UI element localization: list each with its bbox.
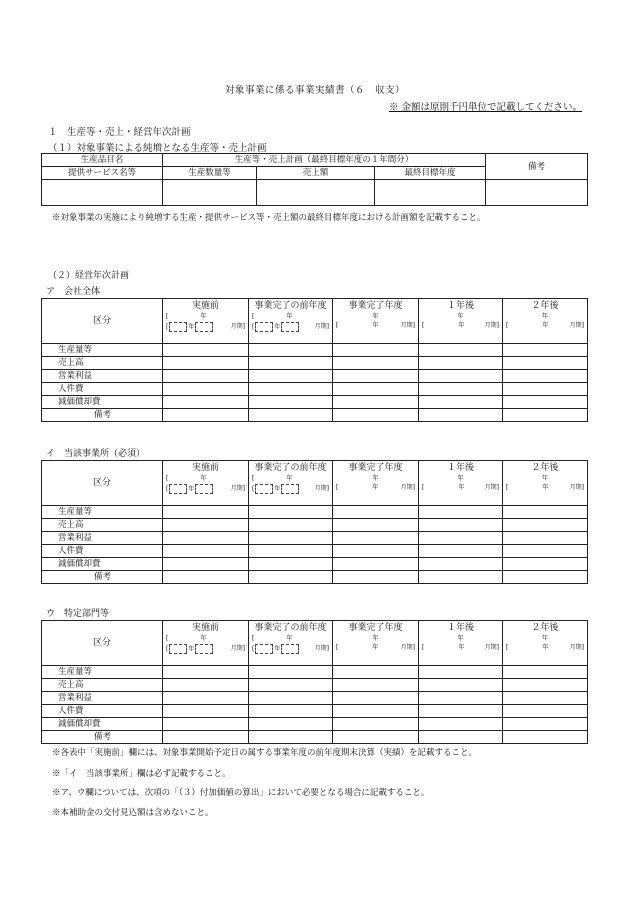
value-cell[interactable] (419, 532, 503, 545)
period-year (249, 312, 332, 322)
month-unit: 月期] (484, 484, 499, 491)
period-month (503, 483, 587, 493)
value-cell[interactable] (163, 679, 249, 692)
value-cell[interactable] (163, 718, 249, 731)
month-input-box[interactable] (281, 322, 299, 332)
value-cell[interactable] (333, 344, 419, 357)
bracket: [ (422, 484, 425, 491)
period-title: 実施前 (191, 623, 219, 633)
period-month (503, 321, 587, 331)
period-month (249, 484, 332, 495)
row-label: 生産量等 (42, 344, 163, 357)
period-month (333, 643, 418, 653)
period-title: １年後 (446, 463, 474, 473)
value-cell[interactable] (163, 519, 249, 532)
value-cell[interactable] (249, 357, 333, 370)
year-unit: 年 (188, 323, 195, 331)
value-cell[interactable] (419, 370, 503, 383)
value-cell[interactable] (419, 558, 503, 571)
period-year: 年 (372, 635, 379, 642)
table-row (42, 545, 588, 558)
table-row (42, 409, 588, 422)
period-title: 実施前 (191, 463, 219, 473)
value-cell[interactable] (419, 506, 503, 519)
section1-subheading: （１）対象事業による純増となる生産等・売上計画 (48, 143, 267, 154)
month-unit: 月期] (569, 644, 584, 651)
year-unit: 年 (372, 484, 379, 491)
value-cell[interactable] (503, 344, 588, 357)
year-unit: 年 (372, 644, 379, 651)
value-cell[interactable] (333, 692, 419, 705)
remarks-cell[interactable] (503, 571, 588, 584)
table-row (42, 370, 588, 383)
section2-subheading: （２）経営年次計画 (48, 271, 130, 281)
period-header (249, 621, 333, 666)
year-unit: 年 (274, 645, 281, 653)
month-unit: 月期] (569, 322, 584, 329)
value-cell[interactable] (333, 679, 419, 692)
year-unit: 年 (200, 475, 207, 482)
bracket: [ (252, 645, 255, 653)
col-plan: 生産等・売上計画（最終目標年度の１年間分） (163, 154, 486, 167)
value-cell[interactable] (503, 545, 588, 558)
period-title: 事業完了年度 (348, 463, 403, 473)
section-a-heading: ア 会社全体 (46, 287, 101, 297)
value-cell[interactable] (419, 692, 503, 705)
period-title: 事業完了の前年度 (254, 463, 327, 473)
value-cell[interactable] (333, 545, 419, 558)
value-cell[interactable] (163, 506, 249, 519)
remarks-cell[interactable] (163, 731, 249, 744)
page-title: 対象事業に係る事業実績書（６ 収支） (224, 85, 405, 96)
table-row (42, 383, 588, 396)
bracket: [ (252, 485, 255, 493)
value-cell[interactable] (503, 692, 588, 705)
period-header (419, 461, 503, 506)
col-service-name: 提供サービス名等 (42, 167, 163, 180)
month-input-box[interactable] (195, 484, 213, 494)
year-unit: 年 (286, 313, 293, 320)
remarks-cell[interactable] (249, 571, 333, 584)
period-header (419, 299, 503, 344)
period-title: １年後 (446, 623, 474, 633)
value-cell[interactable] (503, 666, 588, 679)
table-row (42, 731, 588, 744)
table-row (42, 396, 588, 409)
year-unit: 年 (286, 635, 293, 642)
value-cell[interactable] (163, 666, 249, 679)
period-year: 年 (541, 635, 548, 642)
value-cell[interactable] (249, 506, 333, 519)
value-cell[interactable] (333, 396, 419, 409)
remarks-label: 備考 (42, 409, 163, 422)
remarks-cell[interactable] (163, 571, 249, 584)
value-cell[interactable] (333, 357, 419, 370)
value-cell[interactable] (419, 344, 503, 357)
bracket: [ (252, 635, 255, 642)
year-input-box[interactable] (169, 644, 187, 654)
unit-note: ※ 金額は原則千円単位で記載してください。 (388, 102, 582, 113)
month-unit: 月期] (400, 322, 415, 329)
year-input-box[interactable] (169, 484, 187, 494)
value-cell[interactable] (163, 383, 249, 396)
bracket: [ (166, 323, 169, 331)
col-product-name: 生産品目名 (42, 154, 163, 167)
financial-table-department (41, 620, 588, 744)
bracket: [ (336, 322, 339, 329)
year-unit: 年 (274, 323, 281, 331)
period-title: 事業完了年度 (348, 623, 403, 633)
period-month (249, 644, 332, 655)
value-cell[interactable] (249, 532, 333, 545)
period-year (249, 634, 332, 644)
value-cell[interactable] (333, 666, 419, 679)
value-cell[interactable] (163, 545, 249, 558)
value-cell[interactable] (503, 370, 588, 383)
period-month (163, 322, 248, 333)
table-row (42, 519, 588, 532)
table-row (42, 679, 588, 692)
bracket: [ (166, 485, 169, 493)
remarks-cell[interactable] (503, 731, 588, 744)
bracket: [ (252, 313, 255, 320)
year-unit: 年 (200, 635, 207, 642)
period-header (249, 299, 333, 344)
period-year: 年 (457, 475, 464, 482)
value-cell[interactable] (503, 519, 588, 532)
col-remarks: 備考 (486, 154, 588, 180)
value-cell[interactable] (249, 370, 333, 383)
value-cell[interactable] (333, 370, 419, 383)
table-row (42, 705, 588, 718)
section-i-heading: イ 当該事業所（必須） (46, 449, 146, 459)
period-year: 年 (372, 313, 379, 320)
year-unit: 年 (188, 485, 195, 493)
value-cell[interactable] (503, 679, 588, 692)
value-cell[interactable] (419, 679, 503, 692)
value-cell[interactable] (163, 705, 249, 718)
period-year (163, 474, 248, 484)
value-cell[interactable] (503, 532, 588, 545)
month-unit: 月期] (314, 323, 329, 330)
period-title: ２年後 (531, 623, 559, 633)
period-header (503, 621, 588, 666)
value-cell[interactable] (249, 692, 333, 705)
period-month (333, 483, 418, 493)
year-unit: 年 (200, 313, 207, 320)
table-row (42, 571, 588, 584)
row-label: 売上高 (42, 519, 163, 532)
year-input-box[interactable] (169, 322, 187, 332)
period-year (249, 474, 332, 484)
bracket: [ (166, 635, 169, 642)
period-header (163, 461, 249, 506)
value-cell[interactable] (249, 344, 333, 357)
month-unit: 月期] (314, 645, 329, 652)
row-label: 売上高 (42, 679, 163, 692)
row-label: 人件費 (42, 705, 163, 718)
period-header (333, 299, 419, 344)
value-cell[interactable] (163, 532, 249, 545)
year-unit: 年 (458, 322, 465, 329)
period-header (419, 621, 503, 666)
period-title: ２年後 (531, 301, 559, 311)
remarks-cell[interactable] (333, 409, 419, 422)
row-label: 生産量等 (42, 666, 163, 679)
table-row (42, 344, 588, 357)
value-cell[interactable] (249, 666, 333, 679)
period-year: 年 (457, 635, 464, 642)
value-cell[interactable] (503, 357, 588, 370)
remarks-cell[interactable] (249, 731, 333, 744)
remarks-cell[interactable] (163, 409, 249, 422)
period-year (163, 634, 248, 644)
cell-product[interactable] (42, 180, 163, 206)
month-input-box[interactable] (281, 644, 299, 654)
row-label: 減価償却費 (42, 396, 163, 409)
period-year (163, 312, 248, 322)
section1-heading: １ 生産等・売上・経営年次計画 (48, 127, 191, 138)
year-unit: 年 (542, 484, 549, 491)
bracket: [ (166, 313, 169, 320)
bracket: [ (252, 323, 255, 331)
row-label: 減価償却費 (42, 558, 163, 571)
remarks-cell[interactable] (503, 409, 588, 422)
table-row (42, 506, 588, 519)
row-label: 営業利益 (42, 692, 163, 705)
bracket: [ (166, 645, 169, 653)
bracket: [ (506, 322, 509, 329)
period-month (333, 321, 418, 331)
row-label: 減価償却費 (42, 718, 163, 731)
value-cell[interactable] (503, 383, 588, 396)
year-unit: 年 (458, 644, 465, 651)
value-cell[interactable] (333, 383, 419, 396)
month-unit: 月期] (569, 484, 584, 491)
month-unit: 月期] (400, 644, 415, 651)
remarks-label: 備考 (42, 571, 163, 584)
value-cell[interactable] (163, 370, 249, 383)
remarks-cell[interactable] (249, 409, 333, 422)
remarks-cell[interactable] (419, 409, 503, 422)
cell-quantity[interactable] (163, 180, 257, 206)
month-input-box[interactable] (281, 484, 299, 494)
value-cell[interactable] (503, 705, 588, 718)
remarks-cell[interactable] (333, 571, 419, 584)
remarks-cell[interactable] (419, 731, 503, 744)
value-cell[interactable] (249, 519, 333, 532)
cell-sales[interactable] (257, 180, 375, 206)
value-cell[interactable] (249, 396, 333, 409)
value-cell[interactable] (249, 545, 333, 558)
value-cell[interactable] (333, 558, 419, 571)
bracket: [ (336, 484, 339, 491)
period-year: 年 (541, 313, 548, 320)
period-header (503, 461, 588, 506)
value-cell[interactable] (419, 718, 503, 731)
period-title: 事業完了年度 (348, 301, 403, 311)
value-cell[interactable] (163, 396, 249, 409)
value-cell[interactable] (419, 705, 503, 718)
value-cell[interactable] (503, 506, 588, 519)
value-cell[interactable] (249, 718, 333, 731)
value-cell[interactable] (333, 532, 419, 545)
table-row (42, 532, 588, 545)
production-sales-plan-table (41, 153, 588, 206)
period-month (419, 483, 502, 493)
value-cell[interactable] (419, 666, 503, 679)
bracket: [ (506, 484, 509, 491)
month-unit: 月期] (230, 485, 245, 492)
value-cell[interactable] (419, 545, 503, 558)
month-unit: 月期] (314, 485, 329, 492)
bracket: [ (252, 475, 255, 482)
table-row (42, 718, 588, 731)
row-label: 営業利益 (42, 532, 163, 545)
month-unit: 月期] (230, 645, 245, 652)
table-row (42, 666, 588, 679)
period-title: 事業完了の前年度 (254, 623, 327, 633)
year-input-box[interactable] (255, 484, 273, 494)
remarks-cell[interactable] (419, 571, 503, 584)
value-cell[interactable] (163, 558, 249, 571)
value-cell[interactable] (333, 519, 419, 532)
month-input-box[interactable] (195, 322, 213, 332)
period-year: 年 (372, 475, 379, 482)
month-input-box[interactable] (195, 644, 213, 654)
col-final-year: 最終目標年度 (375, 167, 486, 180)
value-cell[interactable] (333, 705, 419, 718)
kubun-header: 区分 (42, 621, 163, 666)
year-input-box[interactable] (255, 322, 273, 332)
period-month (419, 643, 502, 653)
period-month (503, 643, 587, 653)
period-header (333, 461, 419, 506)
period-month (419, 321, 502, 331)
period-title: １年後 (446, 301, 474, 311)
col-quantity: 生産数量等 (163, 167, 257, 180)
kubun-header: 区分 (42, 299, 163, 344)
period-title: 事業完了の前年度 (254, 301, 327, 311)
period-title: 実施前 (191, 301, 219, 311)
period-header (333, 621, 419, 666)
period-header (163, 621, 249, 666)
period-year: 年 (541, 475, 548, 482)
value-cell[interactable] (163, 357, 249, 370)
cell-final-year[interactable] (375, 180, 486, 206)
row-label: 営業利益 (42, 370, 163, 383)
period-year: 年 (457, 313, 464, 320)
year-unit: 年 (372, 322, 379, 329)
month-unit: 月期] (400, 484, 415, 491)
year-input-box[interactable] (255, 644, 273, 654)
table-row (42, 692, 588, 705)
value-cell[interactable] (419, 396, 503, 409)
month-unit: 月期] (484, 644, 499, 651)
year-unit: 年 (274, 485, 281, 493)
financial-table-office (41, 460, 588, 584)
remarks-cell[interactable] (333, 731, 419, 744)
period-header (163, 299, 249, 344)
row-label: 人件費 (42, 545, 163, 558)
cell-remarks[interactable] (486, 180, 588, 206)
year-unit: 年 (542, 644, 549, 651)
value-cell[interactable] (503, 718, 588, 731)
value-cell[interactable] (503, 558, 588, 571)
value-cell[interactable] (419, 519, 503, 532)
bracket: [ (422, 644, 425, 651)
value-cell[interactable] (333, 718, 419, 731)
value-cell[interactable] (163, 344, 249, 357)
value-cell[interactable] (249, 705, 333, 718)
period-title: ２年後 (531, 463, 559, 473)
kubun-header: 区分 (42, 461, 163, 506)
value-cell[interactable] (163, 692, 249, 705)
row-label: 売上高 (42, 357, 163, 370)
financial-table-company (41, 298, 588, 422)
col-sales: 売上額 (257, 167, 375, 180)
value-cell[interactable] (249, 558, 333, 571)
period-header (249, 461, 333, 506)
value-cell[interactable] (333, 506, 419, 519)
table-row (42, 558, 588, 571)
period-month (163, 484, 248, 495)
bracket: [ (166, 475, 169, 482)
value-cell[interactable] (419, 357, 503, 370)
year-unit: 年 (286, 475, 293, 482)
bracket: [ (506, 644, 509, 651)
footnote-1: ※各表中「実施前」欄には、対象事業開始予定日の属する事業年度の前年度期末決算（実績）を記載すること。 (52, 748, 478, 758)
row-label: 人件費 (42, 383, 163, 396)
footnote-4: ※本補助金の交付見込額は含めないこと。 (52, 808, 214, 818)
period-month (163, 644, 248, 655)
value-cell[interactable] (249, 679, 333, 692)
year-unit: 年 (458, 484, 465, 491)
table-row (42, 357, 588, 370)
row-label: 生産量等 (42, 506, 163, 519)
month-unit: 月期] (230, 323, 245, 330)
period-header (503, 299, 588, 344)
footnote-2: ※「イ 当該事業所」欄は必ず記載すること。 (52, 769, 231, 779)
footnote-3: ※ア、ウ欄については、次項の「（３）付加価値の算出」において必要となる場合に記載すること。 (52, 788, 430, 798)
value-cell[interactable] (419, 383, 503, 396)
bracket: [ (422, 322, 425, 329)
bracket: [ (336, 644, 339, 651)
month-unit: 月期] (484, 322, 499, 329)
value-cell[interactable] (249, 383, 333, 396)
year-unit: 年 (542, 322, 549, 329)
year-unit: 年 (188, 645, 195, 653)
value-cell[interactable] (503, 396, 588, 409)
section-u-heading: ウ 特定部門等 (46, 609, 110, 619)
plan-note: ※対象事業の実施により純増する生産・提供サービス等・売上額の最終目標年度における計画額を記載すること。 (52, 213, 486, 223)
remarks-label: 備考 (42, 731, 163, 744)
period-month (249, 322, 332, 333)
